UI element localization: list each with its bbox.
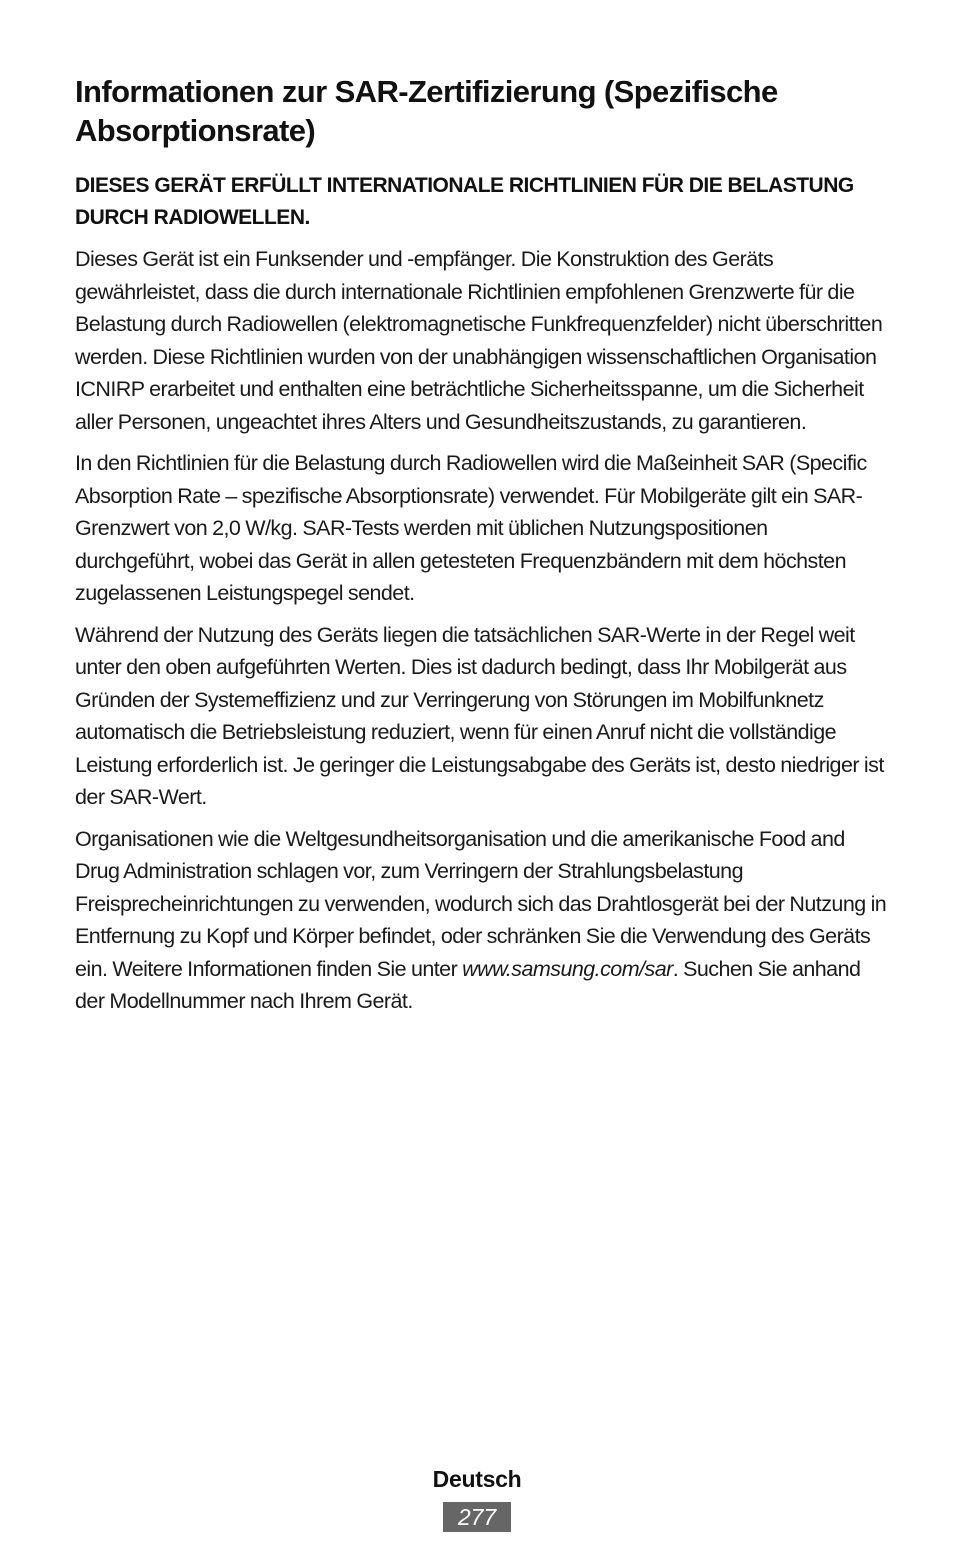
paragraph-icnirp: Dieses Gerät ist ein Funksender und -empfänger. Die Konstruktion des Geräts gewährleistet, dass die durch internationale Richtlinien empfohlenen Grenzwerte für die Belastung durch Radiowellen (elektromagnetische Funkfrequenzfelder) nicht überschritten werden. Diese Richtlinien wurden von der unabhängigen wissenschaftlichen Organisation ICNIRP erarbeitet und enthalten eine beträchtliche Sicherheitsspanne, um die Sicherheit aller Personen, ungeachtet ihres Alters und Gesundheitszustands, zu garantieren.: [75, 247, 883, 434]
paragraph-sar-limit: In den Richtlinien für die Belastung durch Radiowellen wird die Maßeinheit SAR (Specific Absorption Rate – spezifische Absorptionsrate) verwendet. Für Mobilgeräte gilt ein SAR-Grenzwert von 2,0 W/kg. SAR-Tests werden mit üblichen Nutzungspositionen durchgeführt, wobei das Gerät in allen getesteten Frequenzbändern mit dem höchsten zugelassenen Leistungspegel sendet.: [75, 451, 867, 605]
samsung-sar-link[interactable]: www.samsung.com/sar: [462, 956, 673, 981]
paragraph-recommendations: [75, 823, 887, 1018]
footer-language: Deutsch: [432, 1466, 522, 1492]
page-title: Informationen zur SAR-Zertifizierung (Spezifische Absorptionsrate): [75, 74, 778, 148]
paragraph-actual-values: Während der Nutzung des Geräts liegen die tatsächlichen SAR-Werte in der Regel weit unter den oben aufgeführten Werten. Dies ist dadurch bedingt, dass Ihr Mobilgerät aus Gründen der Systemeffizienz und zur Verringerung von Störungen im Mobilfunknetz automatisch die Betriebsleistung reduziert, wenn für einen Anruf nicht die vollständige Leistung erforderlich ist. Je geringer die Leistungsabgabe des Geräts ist, desto niedriger ist der SAR-Wert.: [75, 622, 884, 809]
page-number: 277: [443, 1502, 511, 1532]
section-heading: DIESES GERÄT ERFÜLLT INTERNATIONALE RICHTLINIEN FÜR DIE BELASTUNG DURCH RADIOWELLEN.: [75, 174, 854, 229]
paragraph-text-after-link: . Suchen Sie anhand der Modellnummer nach Ihrem Gerät.: [75, 956, 861, 1013]
page-footer: [0, 1462, 954, 1532]
paragraph-text-before-link: Organisationen wie die Weltgesundheitsorganisation und die amerikanische Food and Drug Administration schlagen vor, zum Verringern der Strahlungsbelastung Freisprecheinrichtungen zu verwenden, wodurch sich das Drahtlosgerät bei der Nutzung in Entfernung zu Kopf und Körper befindet, oder schränken Sie die Verwendung des Geräts ein. Weitere Informationen finden Sie unter: [75, 826, 887, 981]
document-body: [75, 72, 887, 1027]
